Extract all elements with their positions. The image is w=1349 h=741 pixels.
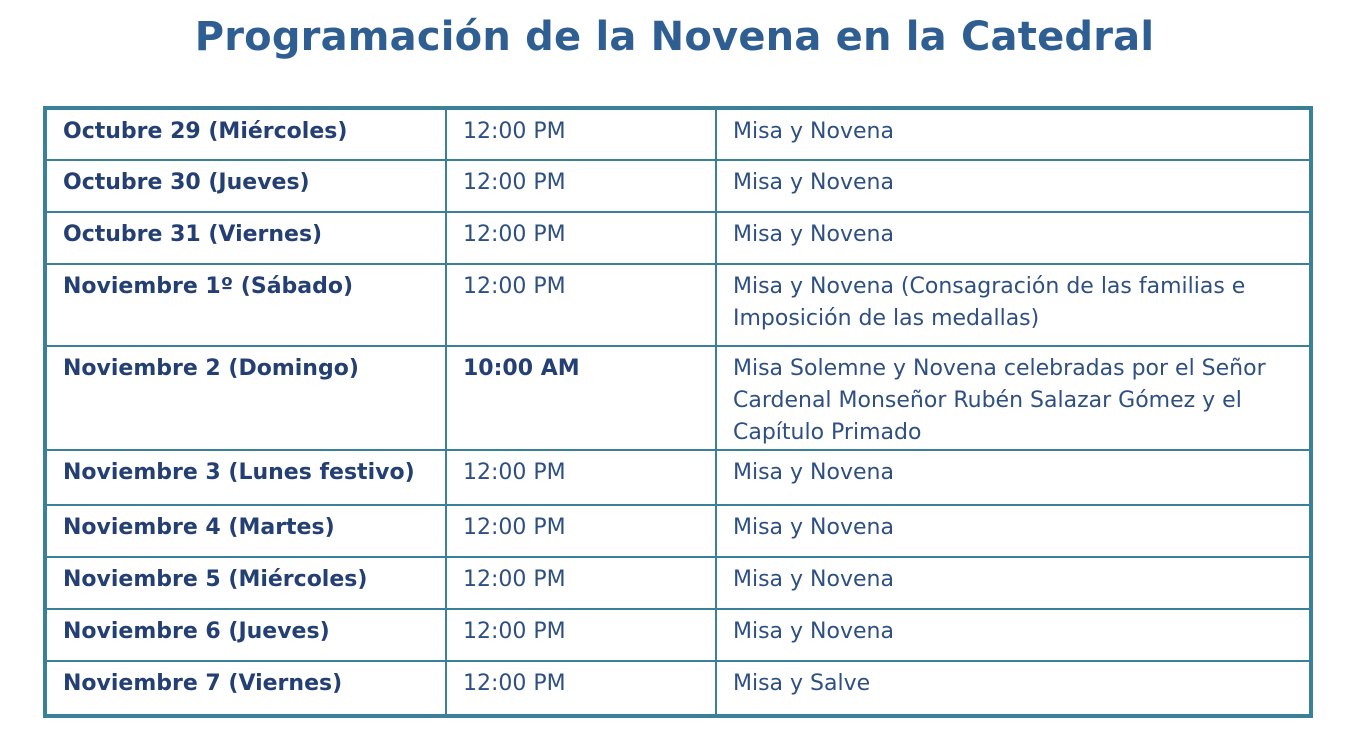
activity-cell: Misa y Novena	[716, 450, 1311, 505]
table-row	[45, 450, 1311, 505]
activity-cell: Misa y Novena	[716, 609, 1311, 661]
time-cell: 12:00 PM	[446, 557, 716, 609]
table-row	[45, 661, 1311, 716]
date-cell: Octubre 30 (Jueves)	[45, 160, 446, 212]
time-cell: 12:00 PM	[446, 212, 716, 264]
time-cell: 12:00 PM	[446, 160, 716, 212]
time-cell: 12:00 PM	[446, 609, 716, 661]
table-row	[45, 160, 1311, 212]
table-row	[45, 264, 1311, 346]
table-row	[45, 609, 1311, 661]
date-cell: Noviembre 2 (Domingo)	[45, 346, 446, 450]
activity-cell: Misa y Novena (Consagración de las familias e Imposición de las medallas)	[716, 264, 1311, 346]
date-cell: Octubre 31 (Viernes)	[45, 212, 446, 264]
date-cell: Noviembre 5 (Miércoles)	[45, 557, 446, 609]
date-cell: Noviembre 3 (Lunes festivo)	[45, 450, 446, 505]
table-row	[45, 346, 1311, 450]
date-cell: Noviembre 6 (Jueves)	[45, 609, 446, 661]
activity-cell: Misa y Novena	[716, 108, 1311, 160]
page-title: Programación de la Novena en la Catedral	[194, 14, 1155, 60]
table-row	[45, 505, 1311, 557]
date-cell: Noviembre 4 (Martes)	[45, 505, 446, 557]
table-row	[45, 108, 1311, 160]
date-cell: Noviembre 1º (Sábado)	[45, 264, 446, 346]
table-row	[45, 557, 1311, 609]
activity-cell: Misa y Novena	[716, 557, 1311, 609]
time-cell: 12:00 PM	[446, 264, 716, 346]
time-cell: 10:00 AM	[446, 346, 716, 450]
activity-cell: Misa y Novena	[716, 505, 1311, 557]
schedule-table	[43, 106, 1313, 718]
time-cell: 12:00 PM	[446, 661, 716, 716]
table-row	[45, 212, 1311, 264]
time-cell: 12:00 PM	[446, 108, 716, 160]
activity-cell: Misa y Novena	[716, 212, 1311, 264]
activity-cell: Misa y Novena	[716, 160, 1311, 212]
activity-cell: Misa y Salve	[716, 661, 1311, 716]
date-cell: Noviembre 7 (Viernes)	[45, 661, 446, 716]
time-cell: 12:00 PM	[446, 450, 716, 505]
date-cell: Octubre 29 (Miércoles)	[45, 108, 446, 160]
time-cell: 12:00 PM	[446, 505, 716, 557]
activity-cell: Misa Solemne y Novena celebradas por el Señor Cardenal Monseñor Rubén Salazar Gómez y el Capítulo Primado	[716, 346, 1311, 450]
